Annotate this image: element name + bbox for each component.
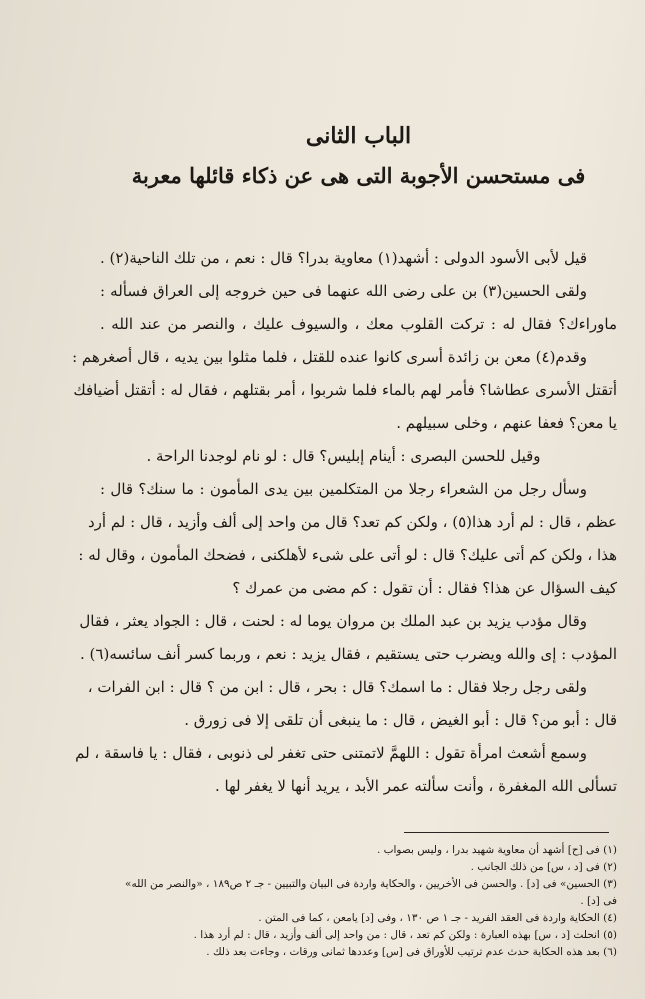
text-line: وقال مؤدب يزيد بن عبد الملك بن مروان يوما له : لحنت ، قال : الجواد يعثر ، فقال bbox=[79, 612, 587, 630]
body-text bbox=[72, 242, 617, 803]
text-line: ولقى الحسين(٣) بن على رضى الله عنهما فى حين خروجه إلى العراق فسأله : bbox=[100, 282, 587, 300]
footnote: (١) فى [ح] أشهد أن معاوية شهيد بدرا ، وليس بصواب . bbox=[376, 844, 617, 856]
text-line: تسألى الله المغفرة ، وأنت سألته عمر الأبد ، يريد أنها لا يغفر لها . bbox=[215, 777, 617, 795]
chapter-subtitle: فى مستحسن الأجوبة التى هى عن ذكاء قائلها معربة bbox=[131, 163, 586, 188]
text-line: أتقتل الأسرى عطاشا؟ فأمر لهم بالماء فلما شربوا ، أمر بقتلهم ، فقال له : أتقتل أضيافك bbox=[73, 381, 617, 399]
text-line: يا معن؟ فعفا عنهم ، وخلى سبيلهم . bbox=[396, 414, 617, 432]
page-content bbox=[72, 0, 617, 999]
text-line: ماوراءك؟ فقال له : تركت القلوب معك ، والسيوف عليك ، والنصر من عند الله . bbox=[100, 315, 617, 333]
footnote: (٥) انحلت [د ، س] بهذه العبارة : ولكن كم تعد ، قال : من واحد إلى ألف وأزيد ، قال : لم أرد هذا . bbox=[193, 929, 617, 941]
footnote: (٣) الحسين» فى [د] . والحسن فى الأخريين ، والحكاية واردة فى البيان والتبيين - جـ ٢ ص١٨٩ ، «والنصر من الله» bbox=[125, 878, 617, 890]
chapter-title: الباب الثانى bbox=[305, 123, 412, 149]
text-line: هذا ، ولكن كم أتى عليك؟ قال : لو أتى على شىء لأهلكنى ، فضحك المأمون ، وقال له : bbox=[78, 546, 617, 564]
text-line: ولقى رجل رجلا فقال : ما اسمك؟ قال : بحر ، قال : ابن من ؟ قال : ابن الفرات ، bbox=[87, 678, 587, 696]
text-line: المؤدب : إى والله ويضرب حتى يستقيم ، فقال يزيد : نعم ، وربما كسر أنف سائسه(٦) . bbox=[80, 645, 617, 663]
footnotes bbox=[96, 842, 617, 961]
footnote-separator bbox=[404, 832, 609, 833]
text-line: وسمع أشعث امرأة تقول : اللهمَّ لاتمتنى حتى تغفر لى ذنوبى ، فقال : يا فاسقة ، لم bbox=[75, 744, 587, 762]
text-line: كيف السؤال عن هذا؟ فقال : أن تقول : كم مضى من عمرك ؟ bbox=[232, 579, 617, 597]
text-line: وقدم(٤) معن بن زائدة أسرى كانوا عنده للقتل ، فلما مثلوا بين يديه ، قال أصغرهم : bbox=[72, 348, 587, 366]
footnote: (٤) الحكاية واردة فى العقد الفريد - جـ ١ ص ١٣٠ ، وفى [د] يامعن ، كما فى المتن . bbox=[258, 912, 617, 924]
text-line: وسأل رجل من الشعراء رجلا من المتكلمين بين يدى المأمون : ما سنك؟ قال : bbox=[100, 480, 587, 498]
footnote: (٢) فى [د ، س] من ذلك الجانب . bbox=[470, 861, 617, 873]
footnote: (٦) بعد هذه الحكاية حدث عدم ترتيب للأوراق فى [س] وعددها ثمانى ورقات ، وجاءت بعد ذلك . bbox=[206, 946, 617, 958]
text-line: وقيل للحسن البصرى : أينام إبليس؟ قال : لو نام لوجدنا الراحة . bbox=[146, 447, 541, 465]
text-line: عظم ، قال : لم أرد هذا(٥) ، ولكن كم تعد؟ قال من واحد إلى ألف وأزيد ، قال : لم أرد bbox=[87, 513, 617, 531]
text-line: قال : أبو من؟ قال : أبو الغيض ، قال : ما ينبغى أن تلقى إلا فى زورق . bbox=[184, 711, 617, 729]
text-line: قيل لأبى الأسود الدولى : أشهد(١) معاوية بدرا؟ قال : نعم ، من تلك الناحية(٢) . bbox=[100, 249, 587, 267]
footnote: فى [د] . bbox=[580, 895, 617, 907]
